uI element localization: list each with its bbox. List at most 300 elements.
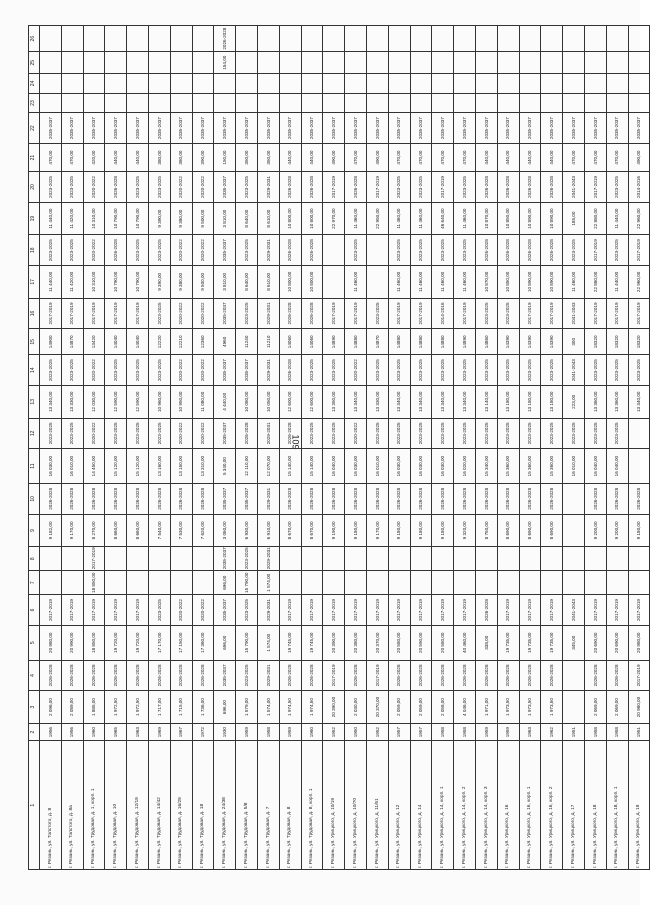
table-cell: 2020-2022 [345,418,367,449]
table-row [388,26,410,870]
table-cell [563,52,585,74]
table-cell: 2023-2025 [475,298,497,329]
table-cell [105,571,127,595]
table-cell: 470,00 [410,143,432,171]
table-cell: 2029-2031 [257,595,279,626]
table-cell: 3 810,00 [214,266,236,299]
table-cell: 10 050,00 [257,385,279,418]
table-cell: 1952 [323,723,345,740]
table-cell: 2020-2022 [345,355,367,386]
table-cell: 3 060,00 [214,514,236,547]
table-cell: 2 030,00 [345,691,367,724]
table-cell: 2020-2022 [192,418,214,449]
table-cell: 2026-2028 [301,660,323,691]
table-cell [519,74,541,94]
table-cell: 2026-2028 [279,418,301,449]
table-cell: 1959 [497,723,519,740]
table-cell: 470,00 [40,143,62,171]
table-cell: 2026-2028 [388,484,410,515]
table-cell: 8 660,00 [127,514,149,547]
table-cell: 1958 [257,723,279,740]
address-cell: г. Рязань, ул. Урицкого, д. 14 [410,741,432,870]
table-cell: 1960 [301,723,323,740]
table-cell: 10 790,00 [127,202,149,235]
table-cell: 2023-2025 [61,418,83,449]
table-cell [541,74,563,94]
table-cell: 2023-2025 [323,418,345,449]
table-cell: 13 340,00 [410,385,432,418]
table-cell: 2020-2022 [170,418,192,449]
table-cell [301,93,323,113]
table-cell: 470,00 [61,143,83,171]
table-cell [454,93,476,113]
table-cell: 380,00 [148,143,170,171]
table-cell: 15 120,00 [127,449,149,484]
table-cell [214,74,236,94]
table-cell: 2017-2019 [61,595,83,626]
table-cell: 2017-2019 [628,660,650,691]
table-cell: 470,00 [432,143,454,171]
table-cell: 2026-2028 [345,484,367,515]
table-cell: 16 030,00 [410,449,432,484]
table-cell: 2023-2025 [606,418,628,449]
table-cell: 10 310,00 [83,202,105,235]
table-cell: 17 360,00 [192,625,214,660]
table-cell: 2023-2025 [236,235,258,266]
table-cell [170,571,192,595]
table-cell: 11240 [236,329,258,355]
table-row [192,26,214,870]
table-cell: 11 460,00 [345,266,367,299]
table-cell: 2026-2028 [541,484,563,515]
table-cell: 2020-2022 [170,235,192,266]
table-cell [410,571,432,595]
table-cell [170,547,192,571]
table-cell: 20 390,00 [323,691,345,724]
table-cell: 2017-2019 [454,298,476,329]
table-cell: 696,00 [214,571,236,595]
table-cell: 2035-2037 [628,113,650,144]
table-cell [475,74,497,94]
table-cell: 11 460,00 [345,202,367,235]
table-cell [454,571,476,595]
table-cell: 2035-2037 [366,113,388,144]
address-cell: г. Рязань, ул. Урицкого, д. 18, корп. 1 [606,741,628,870]
table-cell: 22 960,00 [628,202,650,235]
table-cell: 2035-2037 [127,113,149,144]
table-cell: 2035-2037 [388,113,410,144]
table-cell: 2023-2025 [127,418,149,449]
table-cell: 4 046,00 [454,691,476,724]
table-cell: 14 450,00 [83,449,105,484]
table-cell: 2026-2028 [279,355,301,386]
table-cell: 14870 [366,329,388,355]
repair-schedule-table [28,25,650,870]
table-cell: 16 040,00 [606,449,628,484]
address-cell: г. Рязань, ул. Трудовая, д. 14/42 [148,741,170,870]
table-cell: 9 500,00 [192,202,214,235]
column-number-18: 18 [29,235,40,266]
table-cell: 2035-2037 [432,113,454,144]
table-cell: 2023-2025 [105,355,127,386]
table-cell: 14040 [105,329,127,355]
table-cell: 2023-2025 [519,418,541,449]
address-cell: г. Рязань, ул. Трудовая, д. 16/29 [170,741,192,870]
table-cell: 20 690,00 [584,625,606,660]
table-cell: 10 870,00 [475,266,497,299]
table-cell: 2026-2028 [454,660,476,691]
table-cell: 2023-2025 [454,172,476,203]
table-cell: 2035-2037 [214,418,236,449]
table-cell: 2023-2025 [475,355,497,386]
address-cell: г. Рязань, ул. Урицкого, д. 16, корп. 1 [519,741,541,870]
table-cell: 2026-2028 [475,484,497,515]
table-cell: 2026-2028 [475,172,497,203]
table-cell: 9 500,00 [192,266,214,299]
table-cell [432,547,454,571]
table-cell: 2035-2037 [454,113,476,144]
column-number-14: 14 [29,355,40,386]
table-cell: 9 180,00 [388,514,410,547]
address-cell: г. Рязань, ул. Трудовая, д. 10 [105,741,127,870]
table-cell [410,26,432,52]
table-cell: 2023-2025 [301,418,323,449]
table-cell [366,52,388,74]
table-cell [584,26,606,52]
column-number-20: 20 [29,172,40,203]
table-cell: 1951 [628,723,650,740]
table-cell: 2023-2025 [541,355,563,386]
table-row [497,26,519,870]
table-cell: 16 010,00 [563,449,585,484]
table-cell: 11210 [257,329,279,355]
address-cell: г. Рязань, ул. Урицкого, д. 19 [628,741,650,870]
column-number-19: 19 [29,202,40,235]
table-cell: 2026-2028 [541,660,563,691]
table-cell: 2023-2025 [366,418,388,449]
table-cell: 8 690,00 [541,514,563,547]
table-cell [584,93,606,113]
table-cell: 15 340,00 [475,449,497,484]
table-cell: 2017-2019 [83,595,105,626]
table-cell: 2026-2028 [83,484,105,515]
table-cell [279,547,301,571]
table-cell: 440,00 [279,143,301,171]
table-cell: 19 735,00 [541,625,563,660]
table-cell: 2020-2022 [83,172,105,203]
table-cell: 338,00 [475,625,497,660]
table-cell: 2026-2028 [497,484,519,515]
table-cell: 10 800,00 [301,266,323,299]
table-row [257,26,279,870]
table-cell: 2041-2043 [563,355,585,386]
table-cell: 380,00 [170,143,192,171]
table-cell: 16 040,00 [323,449,345,484]
table-cell: 2026-2028 [541,172,563,203]
table-cell: 14880 [388,329,410,355]
address-cell: г. Рязань, ул. Урицкого, д. 14, корп. 2 [454,741,476,870]
table-cell: 1 574,00 [257,571,279,595]
table-cell [323,26,345,52]
table-cell: 2026-2028 [541,235,563,266]
table-cell: 2029-2031 [257,172,279,203]
table-cell: 2017-2019 [301,595,323,626]
column-number-25: 25 [29,52,40,74]
table-cell: 20 370,00 [366,691,388,724]
table-cell [388,52,410,74]
table-cell: 2023-2025 [40,355,62,386]
table-cell: 1 974,50 [301,691,323,724]
table-cell: 2023-2025 [40,172,62,203]
table-cell: 16 010,00 [61,449,83,484]
table-cell: 18320 [606,329,628,355]
table-cell: 2023-2025 [148,355,170,386]
table-cell: 2020-2022 [192,235,214,266]
table-cell [40,571,62,595]
table-cell [323,235,345,266]
table-cell: 2035-2037 [497,113,519,144]
table-cell [475,26,497,52]
table-cell: 2017-2019 [40,595,62,626]
table-cell [279,52,301,74]
table-cell: 470,00 [563,143,585,171]
table-cell: 2017-2019 [388,298,410,329]
table-cell [148,571,170,595]
table-cell: 2035-2037 [214,660,236,691]
table-cell: 14880 [345,329,367,355]
table-row [432,26,454,870]
table-cell: 2026-2028 [301,484,323,515]
table-cell: 1 973,50 [541,691,563,724]
table-cell [454,52,476,74]
table-cell [519,93,541,113]
table-cell [170,93,192,113]
table-cell: 12210 [170,329,192,355]
table-cell: 2035-2037 [236,484,258,515]
table-cell [323,571,345,595]
table-cell: 2026-2028 [432,660,454,691]
table-cell: 20 980,00 [628,691,650,724]
table-cell [323,93,345,113]
table-cell: 2035-2037 [279,113,301,144]
table-cell: 10 800,00 [301,202,323,235]
table-cell: 2023-2025 [388,355,410,386]
table-cell: 2026-2028 [40,660,62,691]
table-cell: 14390 [519,329,541,355]
address-cell: г. Рязань, ул. Трудовая, д. 1, корп. 1 [83,741,105,870]
table-cell: 2035-2037 [214,298,236,329]
table-cell: 15 360,00 [519,449,541,484]
table-cell: 2035-2037 [148,113,170,144]
address-cell: г. Рязань, ул. Трудовая, д. 8, корп. 1 [301,741,323,870]
table-cell: 2026-2028 [497,660,519,691]
table-cell: 1 885,00 [83,691,105,724]
table-cell: 20 580,00 [388,625,410,660]
table-cell: 16 020,00 [454,449,476,484]
table-cell: 2029-2031 [257,355,279,386]
table-cell: 1962 [541,723,563,740]
table-cell: 345,00 [563,625,585,660]
table-cell: 13 360,00 [584,385,606,418]
table-cell: 1 574,00 [257,625,279,660]
table-cell: 440,00 [541,143,563,171]
table-cell: 11 460,00 [454,266,476,299]
table-cell [257,93,279,113]
table-cell: 490,00 [366,143,388,171]
table-cell: 2023-2025 [410,418,432,449]
table-cell: 2 058,00 [432,691,454,724]
table-cell: 2023-2025 [366,298,388,329]
table-cell: 2017-2019 [410,595,432,626]
column-number-10: 10 [29,484,40,515]
table-cell: 440,00 [497,143,519,171]
table-cell: 2029-2031 [257,298,279,329]
table-cell: 2023-2025 [563,418,585,449]
table-cell: 2026-2028 [236,418,258,449]
table-cell: 350,00 [236,143,258,171]
table-cell: 2023-2025 [61,355,83,386]
table-cell [497,571,519,595]
table-cell [83,93,105,113]
column-number-21: 21 [29,143,40,171]
table-cell: 2035-2037 [475,113,497,144]
table-cell: 2017-2019 [584,172,606,203]
table-cell [606,26,628,52]
table-cell: 13 330,00 [61,385,83,418]
table-cell: 2023-2025 [497,298,519,329]
column-number-22: 22 [29,113,40,144]
table-cell: 470,00 [606,143,628,171]
table-cell: 2035-2037 [214,113,236,144]
table-cell [563,691,585,724]
table-cell [301,571,323,595]
table-cell: 1 717,00 [148,691,170,724]
table-row [40,26,62,870]
table-cell [127,571,149,595]
table-cell: 11 440,00 [40,202,62,235]
table-cell: 1959 [475,723,497,740]
table-cell [279,571,301,595]
table-cell: 2023-2025 [236,547,258,571]
table-cell [148,93,170,113]
table-cell: 2026-2028 [83,660,105,691]
table-cell [345,74,367,94]
table-cell [170,74,192,94]
table-cell: 2035-2037 [323,113,345,144]
table-row [454,26,476,870]
table-cell: 11 420,00 [61,266,83,299]
table-cell: 2026-2028 [170,484,192,515]
table-cell: 14900 [40,329,62,355]
table-cell [257,74,279,94]
table-cell: 13 180,00 [519,385,541,418]
table-cell: 2017-2019 [628,595,650,626]
table-cell: 470,00 [388,143,410,171]
table-cell [497,74,519,94]
table-cell: 19 745,00 [301,625,323,660]
table-cell: 10 890,00 [541,202,563,235]
table-body [40,26,650,870]
table-cell: 2017-2019 [105,595,127,626]
table-cell: 14860 [475,329,497,355]
table-cell: 13 180,00 [541,385,563,418]
table-cell: 1952 [366,723,388,740]
table-cell: 1963 [519,723,541,740]
table-cell: 10 870,00 [475,202,497,235]
table-row [105,26,127,870]
table-cell: 2023-2025 [388,172,410,203]
table-cell: 2023-2025 [475,418,497,449]
table-cell: 17 150,00 [170,625,192,660]
table-cell [323,547,345,571]
table-cell [236,26,258,52]
table-cell [236,93,258,113]
table-cell: 440,00 [301,143,323,171]
table-cell [105,547,127,571]
table-cell: 2023-2025 [606,235,628,266]
table-cell: 5 340,00 [214,449,236,484]
table-cell: 2035-2037 [214,595,236,626]
table-row [170,26,192,870]
table-cell: 9 170,00 [61,514,83,547]
table-cell: 13 350,00 [323,385,345,418]
address-cell: г. Рязань, ул. Толстого, д. 8а [61,741,83,870]
table-cell: 2026-2028 [192,484,214,515]
address-cell: г. Рязань, ул. Урицкого, д. 18 [584,741,606,870]
table-cell [366,74,388,94]
table-cell: 2026-2028 [345,172,367,203]
table-cell: 1 715,00 [170,691,192,724]
table-cell [61,52,83,74]
column-number-6: 6 [29,595,40,626]
table-cell: 11 440,00 [40,266,62,299]
table-cell: 9 180,00 [410,514,432,547]
table-cell: 2023-2025 [148,418,170,449]
table-row [148,26,170,870]
table-cell: 13 340,00 [345,385,367,418]
column-number-1: 1 [29,741,40,870]
table-cell: 2029-2031 [257,660,279,691]
table-cell [584,52,606,74]
table-cell: 2023-2025 [563,235,585,266]
table-cell: 9 380,00 [170,266,192,299]
table-cell [366,93,388,113]
table-cell: 2023-2025 [236,595,258,626]
table-cell: 2026-2028 [475,595,497,626]
table-cell: 2023-2025 [454,355,476,386]
column-number-13: 13 [29,385,40,418]
table-cell [541,93,563,113]
table-row [366,26,388,870]
table-cell [170,26,192,52]
table-cell: 1958 [454,723,476,740]
address-cell: г. Рязань, ул. Урицкого, д. 10/70 [345,741,367,870]
table-cell: 2023-2025 [606,355,628,386]
table-cell: 2023-2025 [323,355,345,386]
table-cell [410,547,432,571]
table-cell: 1959 [279,723,301,740]
table-cell [606,74,628,94]
table-cell [541,571,563,595]
table-cell: 12 590,00 [127,385,149,418]
table-cell: 12220 [148,329,170,355]
table-cell: 2017-2019 [388,595,410,626]
table-cell: 2026-2028 [584,660,606,691]
table-cell: 8 750,00 [475,514,497,547]
table-cell [475,547,497,571]
table-cell: 2 059,00 [410,691,432,724]
table-cell: 2035-2037 [606,113,628,144]
